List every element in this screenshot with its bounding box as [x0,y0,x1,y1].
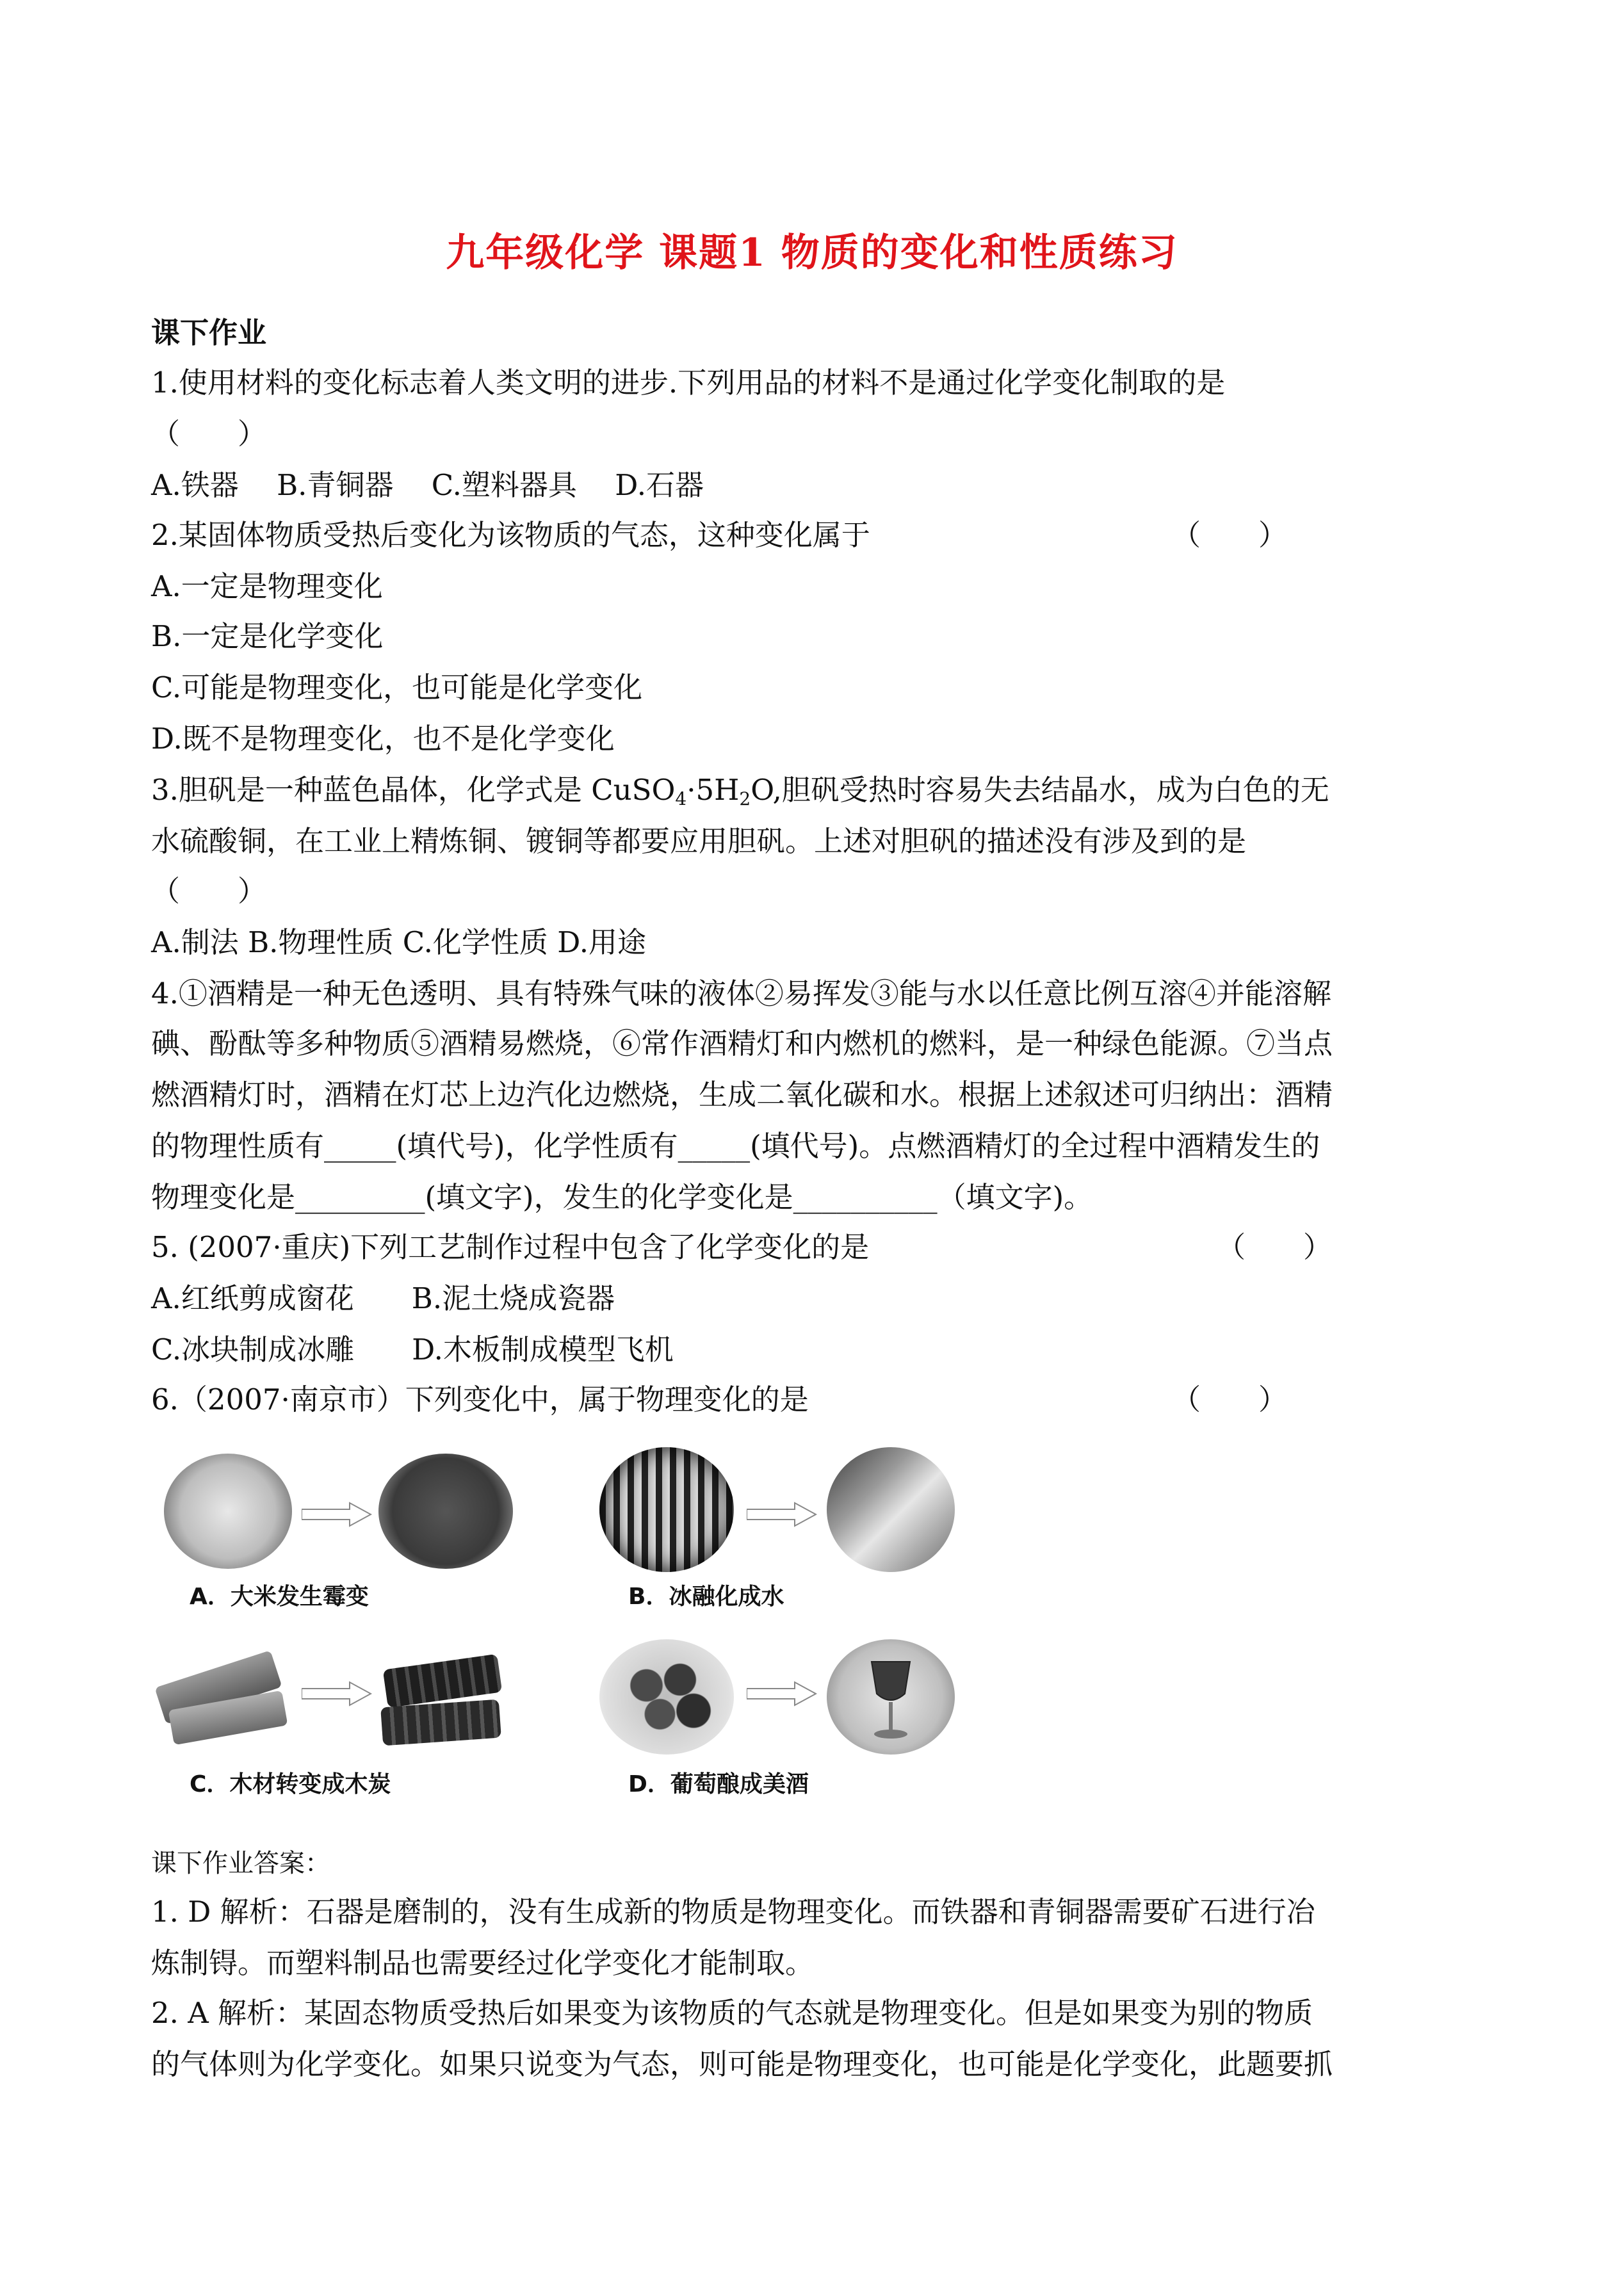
question-6-text: 6.（2007·南京市）下列变化中，属于物理变化的是 [151,1383,809,1416]
question-2-option-a: A.一定是物理变化 [151,569,383,603]
question-5-options-1: A.红纸剪成窗花 B.泥土烧成瓷器 [151,1281,615,1315]
question-4-line-2: 碘、酚酞等多种物质⑤酒精易燃烧，⑥常作酒精灯和内燃机的燃料，是一种绿色能源。⑦当点 [151,1026,1333,1060]
arrow-icon [747,1681,817,1707]
question-4-line-5: 物理变化是_________(填文字)，发生的化学变化是__________（填文字)。 [151,1180,1093,1214]
answer-2-line-1: 2. A 解析：某固态物质受热后如果变为该物质的气态就是物理变化。但是如果变为别的物质 [151,1996,1313,2030]
answers-heading: 课下作业答案： [151,1849,330,1878]
question-2-option-b: B.一定是化学变化 [151,619,384,653]
figure-panel-a [151,1441,561,1626]
wood-image [158,1642,286,1751]
answer-1-line-2: 炼制锝。而塑料制品也需要经过化学变化才能制取。 [151,1946,815,1980]
question-1-options: A.铁器 B.青铜器 C.塑料器具 D.石器 [151,468,704,502]
question-2-option-c: C.可能是物理变化，也可能是化学变化 [151,670,643,704]
question-1-text: 1.使用材料的变化标志着人类文明的进步.下列用品的材料不是通过化学变化制取的是 [151,366,1226,400]
figure-panel-c [151,1630,561,1815]
question-2-option-d: D.既不是物理变化，也不是化学变化 [151,722,615,756]
question-2-answer-blank: （ ） [1172,518,1288,552]
question-5-options-2: C.冰块制成冰雕 D.木板制成模型飞机 [151,1333,674,1366]
page-title: 九年级化学 课题1 物质的变化和性质练习 [446,231,1178,275]
question-6-figure [151,1441,971,1812]
question-6-answer-blank: （ ） [1172,1383,1288,1416]
question-4-line-1: 4.①酒精是一种无色透明、具有特殊气味的液体②易挥发③能与水以任意比例互溶④并能溶解 [151,977,1331,1010]
answer-2-line-2: 的气体则为化学变化。如果只说变为气态，则可能是物理变化，也可能是化学变化，此题要抓 [151,2047,1333,2081]
question-1-answer-blank: （ ） [151,417,267,451]
question-4-line-3: 燃酒精灯时，酒精在灯芯上边汽化边燃烧，生成二氧化碳和水。根据上述叙述可归纳出：酒精 [151,1078,1333,1112]
figure-panel-d [599,1630,1009,1815]
question-4-line-4: 的物理性质有_____(填代号)，化学性质有_____(填代号)。点燃酒精灯的全过程中酒精发生的 [151,1129,1320,1163]
question-3-options: A.制法 B.物理性质 C.化学性质 D.用途 [151,925,646,959]
figure-panel-b [599,1441,1009,1626]
question-5-answer-blank: （ ） [1217,1230,1333,1264]
arrow-icon [302,1681,372,1707]
wine-image [827,1639,955,1755]
question-3-line-2: 水硫酸铜，在工业上精炼铜、镀铜等都要应用胆矾。上述对胆矾的描述没有涉及到的是 [151,824,1247,858]
question-3-answer-blank: （ ） [151,874,267,908]
caption-a: A．大米发生霉变 [190,1584,369,1610]
answer-1-line-1: 1. D 解析：石器是磨制的，没有生成新的物质是物理变化。而铁器和青铜器需要矿石进行冶 [151,1895,1315,1929]
arrow-icon [747,1502,817,1527]
charcoal-image [378,1642,507,1751]
rice-image [164,1454,292,1569]
caption-c: C．木材转变成木炭 [190,1771,391,1797]
section-heading: 课下作业 [151,316,267,350]
grapes-image [599,1639,734,1755]
question-3-line-1: 3.胆矾是一种蓝色晶体，化学式是 $CuSO_4\cdot 5H_2O$,胆矾受热时容易失去结晶水，成为白色的无 [151,773,1329,809]
question-5-text: 5. (2007·重庆)下列工艺制作过程中包含了化学变化的是 [151,1230,870,1264]
arrow-icon [302,1502,372,1527]
moldy-rice-image [378,1454,513,1569]
question-2-text: 2.某固体物质受热后变化为该物质的气态，这种变化属于 [151,518,870,552]
caption-b: B．冰融化成水 [628,1584,784,1610]
water-image [827,1447,955,1572]
ice-image [599,1447,734,1572]
caption-d: D．葡萄酿成美酒 [628,1771,809,1797]
